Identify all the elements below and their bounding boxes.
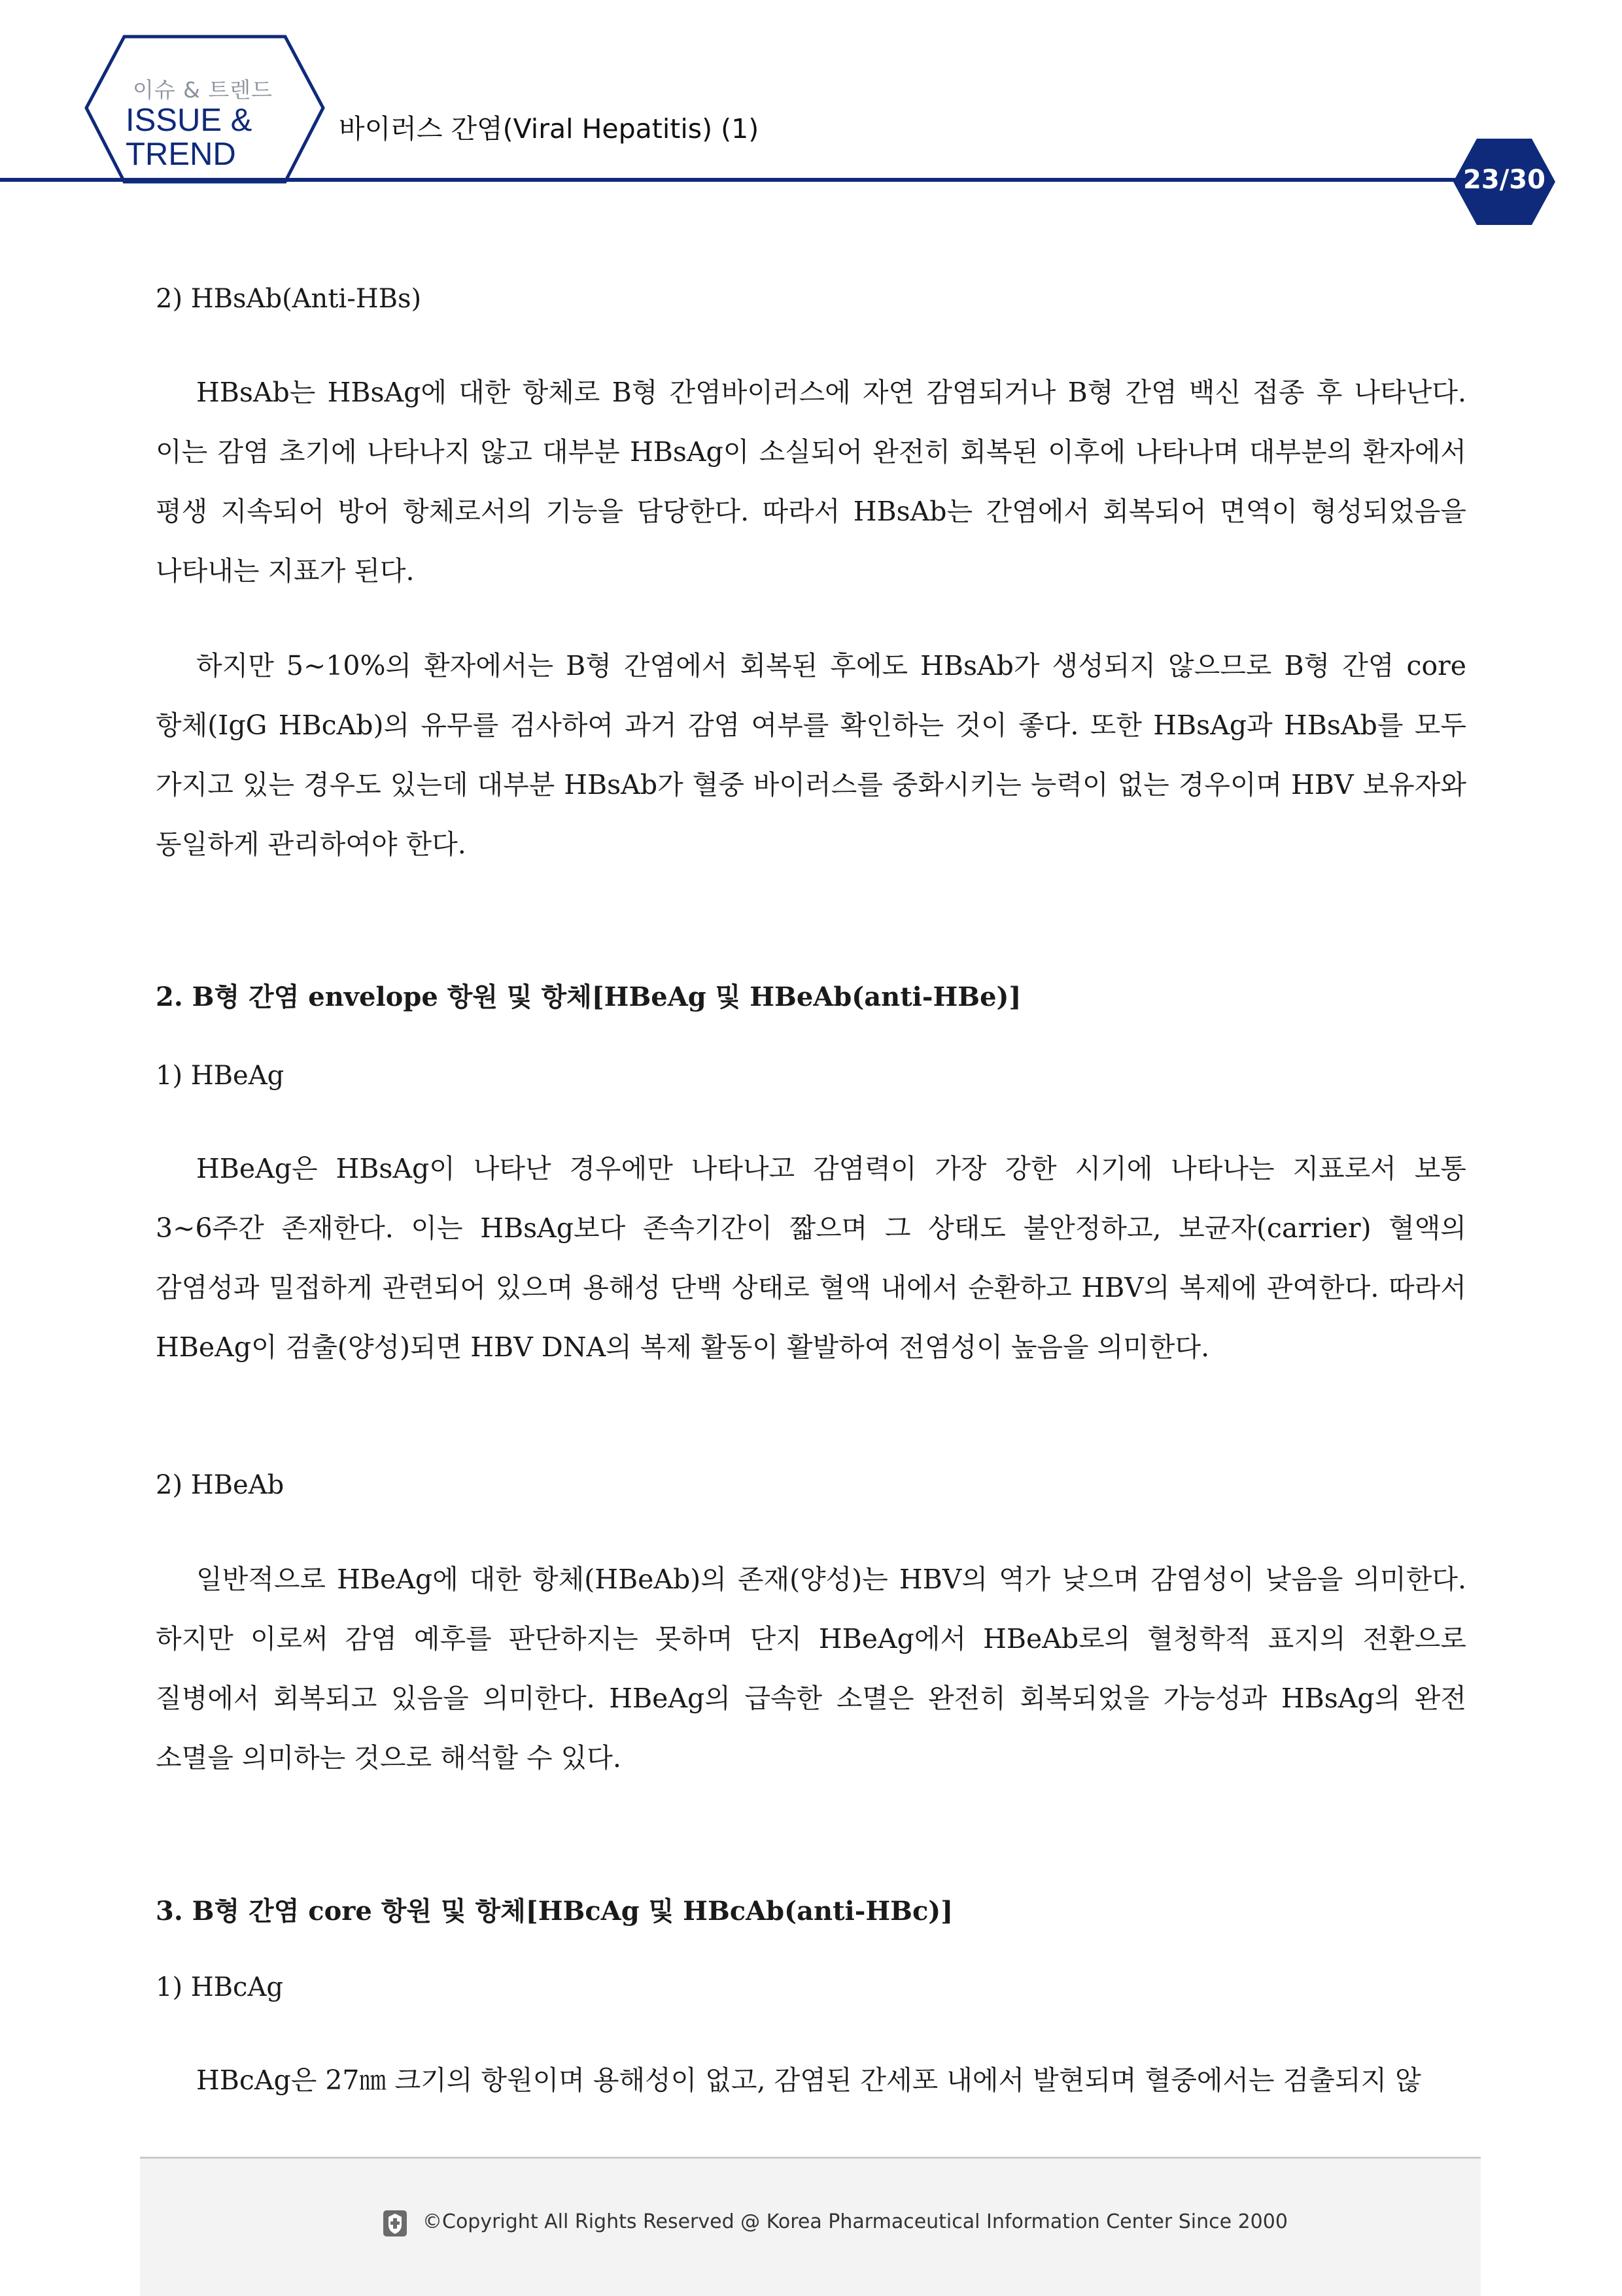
section-title-core: 3. B형 간염 core 항원 및 항체[HBcAg 및 HBcAb(anti-HBc)] (156, 1896, 954, 1927)
page-header-title: 바이러스 간염(Viral Hepatitis) (1) (339, 113, 759, 145)
heading-hbeab: 2) HBeAb (156, 1470, 285, 1500)
paragraph-hbcag: HBcAg은 27㎚ 크기의 항원이며 용해성이 없고, 감염된 간세포 내에서 발현되며 혈중에서는 검출되지 않 (196, 2065, 1421, 2096)
logo-subtitle: 이슈 & 트렌드 (132, 77, 273, 103)
paragraph-hbeab: 일반적으로 HBeAg에 대한 항체(HBeAb)의 존재(양성)는 HBV의 역가 낮으며 감염성이 낮음을 의미한다. 하지만 이로써 감염 예후를 판단하지는 못하며 단지 HBeAg에서 HBeAb로의 혈청학적 표지의 전환으로 질병에서 회복되고 있음을 의미한다. HBeAg의 급속한 소멸은 완전히 회복되었을 가능성과 HBsAg의 완전 소멸을 의미하는 것으로 해석할 수 있다. (156, 1564, 1466, 1773)
paragraph-hbsab-2: 하지만 5∼10%의 환자에서는 B형 간염에서 회복된 후에도 HBsAb가 생성되지 않으므로 B형 간염 core 항체(IgG HBcAb)의 유무를 검사하여 과거 감염 여부를 확인하는 것이 좋다. 또한 HBsAg과 HBsAb를 모두 가지고 있는 경우도 있는데 대부분 HBsAb가 혈중 바이러스를 중화시키는 능력이 없는 경우이며 HBV 보유자와 동일하게 관리하여야 한다. (156, 650, 1466, 860)
logo-title-line1: ISSUE & (126, 103, 252, 138)
header-rule (0, 178, 1458, 182)
footer-copyright: ©Copyright All Rights Reserved @ Korea Pharmaceutical Information Center Since 2000 (423, 2210, 1288, 2233)
section-title-envelope: 2. B형 간염 envelope 항원 및 항체[HBeAg 및 HBeAb(anti-HBe)] (156, 982, 1022, 1012)
heading-hbsab: 2) HBsAb(Anti-HBs) (156, 284, 422, 314)
kpic-emblem-icon (382, 2209, 408, 2238)
logo-title (126, 103, 283, 171)
heading-hbeag: 1) HBeAg (156, 1061, 285, 1091)
paragraph-hbeag: HBeAg은 HBsAg이 나타난 경우에만 나타나고 감염력이 가장 강한 시기에 나타나는 지표로서 보통 3∼6주간 존재한다. 이는 HBsAg보다 존속기간이 짧으며 그 상태도 불안정하고, 보균자(carrier) 혈액의 감염성과 밀접하게 관련되어 있으며 용해성 단백 상태로 혈액 내에서 순환하고 HBV의 복제에 관여한다. 따라서 HBeAg이 검출(양성)되면 HBV DNA의 복제 활동이 활발하여 전염성이 높음을 의미한다. (156, 1153, 1466, 1363)
heading-hbcag: 1) HBcAg (156, 1972, 283, 2002)
paragraph-hbsab-1: HBsAb는 HBsAg에 대한 항체로 B형 간염바이러스에 자연 감염되거나 B형 간염 백신 접종 후 나타난다. 이는 감염 초기에 나타나지 않고 대부분 HBsAg이 소실되어 완전히 회복된 이후에 나타나며 대부분의 환자에서 평생 지속되어 방어 항체로서의 기능을 담당한다. 따라서 HBsAb는 간염에서 회복되어 면역이 형성되었음을 나타내는 지표가 된다. (156, 377, 1466, 587)
logo-title-line2: TREND (126, 137, 236, 172)
page-number: 23/30 (1463, 165, 1545, 195)
